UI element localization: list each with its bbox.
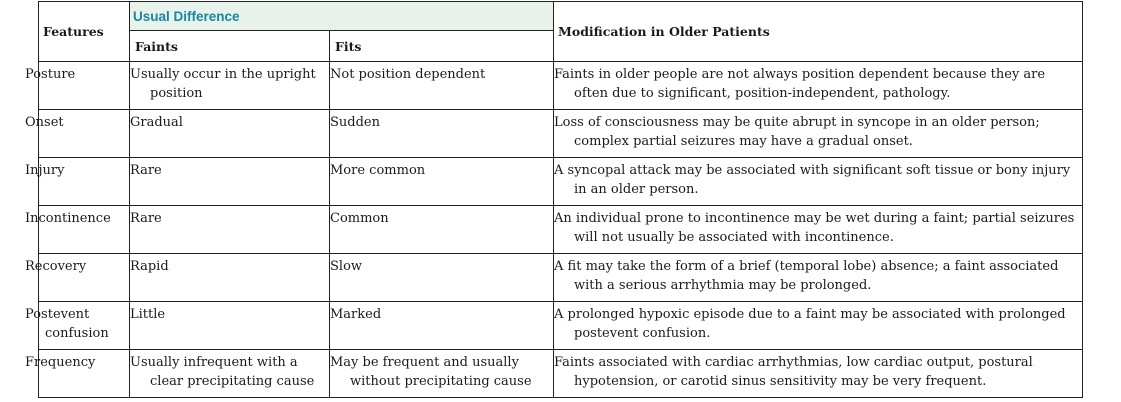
header-fits: Fits — [330, 31, 554, 62]
fits-cell — [330, 302, 554, 350]
faints-vs-fits-table — [25, 1, 1083, 398]
feature-cell-text: Injury — [25, 163, 65, 178]
faints-cell-text: Gradual — [130, 115, 183, 130]
feature-cell-text: Recovery — [25, 259, 87, 274]
feature-cell-text: Onset — [25, 115, 64, 130]
modification-cell-text: A fit may take the form of a brief (temporal lobe) absence; a faint associated with a serious arrhythmia may be prolonged. — [554, 259, 1059, 293]
feature-cell — [25, 350, 130, 398]
modification-cell — [554, 62, 1083, 110]
modification-cell — [554, 302, 1083, 350]
faints-cell — [130, 302, 330, 350]
modification-cell — [554, 110, 1083, 158]
header-modification: Modification in Older Patients — [554, 2, 1083, 62]
fits-cell-text: Not position dependent — [330, 67, 486, 82]
modification-cell-text: A syncopal attack may be associated with significant soft tissue or bony injury in an older person. — [554, 163, 1071, 197]
table-row — [39, 206, 1083, 254]
faints-cell — [130, 206, 330, 254]
feature-cell — [25, 254, 130, 302]
feature-cell-text: Postevent confusion — [25, 307, 109, 341]
faints-cell-text: Little — [130, 307, 166, 322]
fits-cell-text: Slow — [330, 259, 363, 274]
header-usual-difference: Usual Difference — [130, 2, 554, 31]
header-features: Features — [39, 2, 130, 62]
fits-cell — [330, 62, 554, 110]
faints-cell-text: Usually infrequent with a clear precipitating cause — [130, 355, 315, 389]
feature-cell-text: Frequency — [25, 355, 96, 370]
modification-cell-text: Loss of consciousness may be quite abrupt in syncope in an older person; complex partial seizures may have a gradual onset. — [554, 115, 1040, 149]
faints-cell-text: Usually occur in the upright position — [130, 67, 316, 101]
faints-cell — [130, 350, 330, 398]
fits-cell — [330, 158, 554, 206]
table-row — [39, 350, 1083, 398]
faints-cell — [130, 158, 330, 206]
table-body — [25, 62, 1083, 398]
faints-cell-text: Rare — [130, 211, 162, 226]
modification-cell-text: An individual prone to incontinence may be wet during a faint; partial seizures will not usually be associated with incontinence. — [554, 211, 1075, 245]
feature-cell — [25, 158, 130, 206]
feature-cell-text: Posture — [25, 67, 76, 82]
table-row — [39, 62, 1083, 110]
modification-cell — [554, 158, 1083, 206]
fits-cell — [330, 110, 554, 158]
fits-cell-text: May be frequent and usually without precipitating cause — [330, 355, 532, 389]
modification-cell — [554, 350, 1083, 398]
fits-cell — [330, 350, 554, 398]
fits-cell — [330, 206, 554, 254]
modification-cell — [554, 254, 1083, 302]
feature-cell — [25, 110, 130, 158]
header-row — [39, 2, 1083, 31]
feature-cell — [25, 206, 130, 254]
feature-cell-text: Incontinence — [25, 211, 111, 226]
modification-cell-text: Faints associated with cardiac arrhythmias, low cardiac output, postural hypotension, or carotid sinus sensitivity may be very frequent. — [554, 355, 1033, 389]
modification-cell — [554, 206, 1083, 254]
fits-cell-text: Common — [330, 211, 389, 226]
modification-cell-text: A prolonged hypoxic episode due to a faint may be associated with prolonged postevent confusion. — [554, 307, 1066, 341]
fits-cell-text: Marked — [330, 307, 382, 322]
table-row — [39, 110, 1083, 158]
modification-cell-text: Faints in older people are not always position dependent because they are often due to significant, position-independent, pathology. — [554, 67, 1046, 101]
faints-cell-text: Rapid — [130, 259, 169, 274]
fits-cell-text: More common — [330, 163, 426, 178]
feature-cell — [25, 302, 130, 350]
table-row — [39, 158, 1083, 206]
feature-cell — [25, 62, 130, 110]
fits-cell — [330, 254, 554, 302]
faints-cell-text: Rare — [130, 163, 162, 178]
header-faints: Faints — [130, 31, 330, 62]
faints-cell — [130, 254, 330, 302]
table-row — [39, 254, 1083, 302]
faints-cell — [130, 62, 330, 110]
faints-cell — [130, 110, 330, 158]
table-row — [39, 302, 1083, 350]
fits-cell-text: Sudden — [330, 115, 380, 130]
